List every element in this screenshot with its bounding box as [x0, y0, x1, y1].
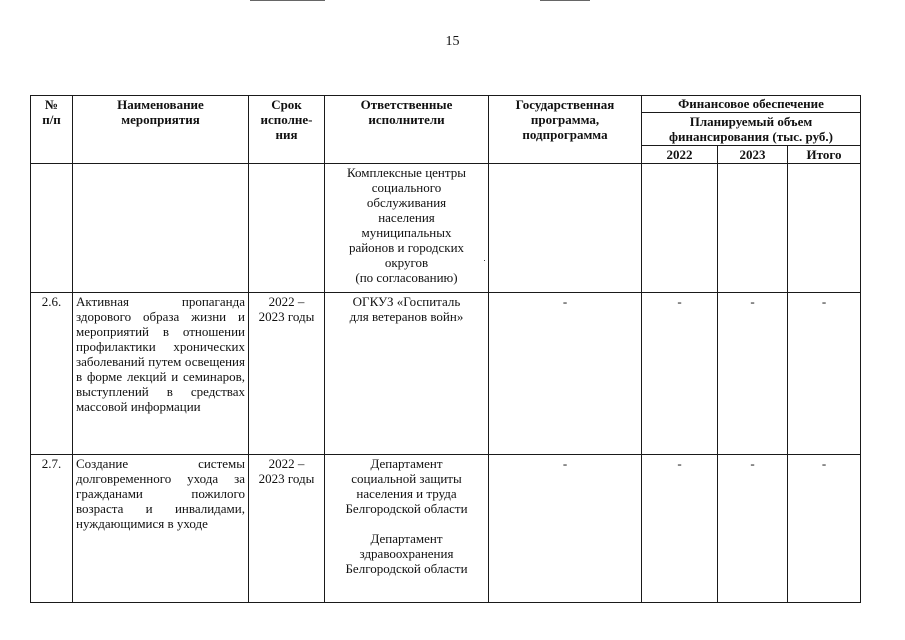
row-program — [489, 164, 642, 293]
row-term: 2022 – 2023 годы — [249, 293, 325, 455]
row-executors: ОГКУЗ «Госпиталь для ветеранов войн» — [325, 293, 489, 455]
row-executors: Департамент социальной защиты населения и труда Белгородской области Департамент здравоохранения Белгородской области — [325, 455, 489, 603]
header-year-2022: 2022 — [642, 146, 718, 164]
row-2022: - — [642, 293, 718, 455]
header-planned-volume: Планируемый объем финансирования (тыс. руб.) — [642, 113, 861, 146]
row-2023: - — [718, 455, 788, 603]
table-row — [31, 164, 861, 293]
row-number — [31, 164, 73, 293]
header-program: Государственная программа, подпрограмма — [489, 96, 642, 164]
header-finance: Финансовое обеспечение — [642, 96, 861, 113]
row-total: - — [788, 455, 861, 603]
header-term: Срок исполне- ния — [249, 96, 325, 164]
row-measure-name: Создание системы долговременного ухода за гражданами пожилого возраста и инвалидами, нуждающимися в уходе — [73, 455, 249, 603]
row-number: 2.7. — [31, 455, 73, 603]
row-2023: - — [718, 293, 788, 455]
header-executors: Ответственные исполнители — [325, 96, 489, 164]
scan-speck — [484, 260, 485, 261]
row-executors: Комплексные центры социального обслуживания населения муниципальных районов и городских округов (по согласованию) — [325, 164, 489, 293]
row-2022: - — [642, 455, 718, 603]
row-2022 — [642, 164, 718, 293]
row-program: - — [489, 293, 642, 455]
table-row — [31, 293, 861, 455]
row-program: - — [489, 455, 642, 603]
row-number: 2.6. — [31, 293, 73, 455]
scan-edge-mark — [540, 0, 590, 1]
table-row — [31, 455, 861, 603]
row-term — [249, 164, 325, 293]
row-term: 2022 – 2023 годы — [249, 455, 325, 603]
page-number: 15 — [445, 34, 460, 49]
row-2023 — [718, 164, 788, 293]
header-total: Итого — [788, 146, 861, 164]
header-year-2023: 2023 — [718, 146, 788, 164]
row-measure-name — [73, 164, 249, 293]
measures-table — [30, 95, 861, 603]
row-total — [788, 164, 861, 293]
header-measure-name: Наименование мероприятия — [73, 96, 249, 164]
row-total: - — [788, 293, 861, 455]
scan-edge-mark — [250, 0, 325, 1]
header-number: № п/п — [31, 96, 73, 164]
row-measure-name: Активная пропаганда здорового образа жизни и мероприятий в отношении профилактики хронических заболеваний путем освещения в форме лекций и семинаров, выступлений в средствах массовой информации — [73, 293, 249, 455]
